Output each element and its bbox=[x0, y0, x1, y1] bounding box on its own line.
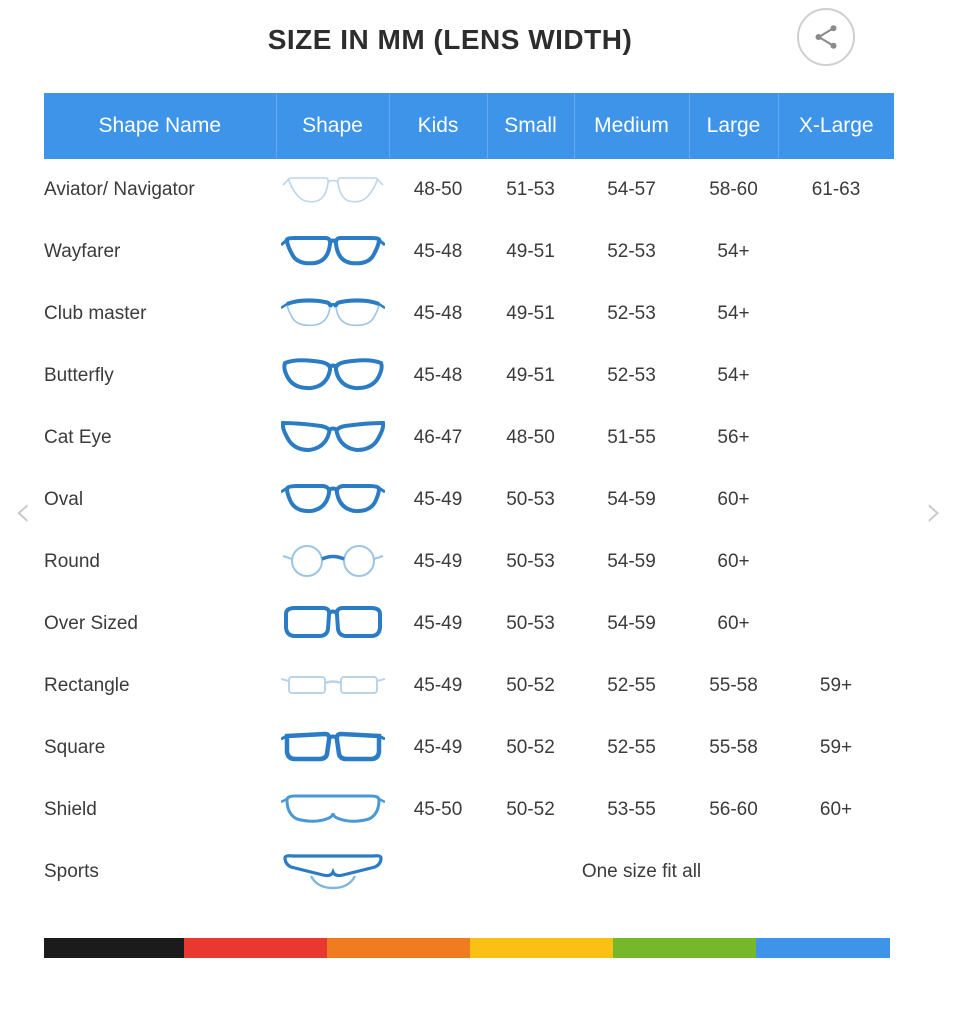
column-header-kids: Kids bbox=[389, 93, 487, 159]
table-row bbox=[44, 841, 894, 903]
shape-name: Wayfarer bbox=[44, 241, 121, 262]
size-kids: 45-48 bbox=[413, 241, 463, 262]
shape-glyph-cell bbox=[276, 469, 389, 531]
size-small: 50-52 bbox=[506, 675, 555, 696]
oval-glasses-icon bbox=[276, 475, 389, 525]
size-small: 50-53 bbox=[506, 489, 555, 510]
color-swatch-orange bbox=[327, 938, 470, 958]
shape-glyph-cell bbox=[276, 159, 389, 221]
color-swatch-green bbox=[613, 938, 756, 958]
table-row bbox=[44, 655, 894, 717]
share-icon bbox=[811, 22, 841, 52]
size-small: 50-53 bbox=[506, 551, 555, 572]
size-xlarge bbox=[778, 407, 894, 469]
shape-glyph-cell bbox=[276, 531, 389, 593]
size-xlarge bbox=[778, 221, 894, 283]
size-kids: 45-49 bbox=[413, 551, 463, 572]
size-small: 50-52 bbox=[506, 737, 555, 758]
size-large: 54+ bbox=[717, 241, 750, 262]
size-medium: 52-53 bbox=[607, 303, 656, 324]
size-kids: 45-50 bbox=[413, 799, 463, 820]
size-kids: 45-49 bbox=[413, 675, 463, 696]
color-swatch-blue bbox=[756, 938, 890, 958]
shape-glyph-cell bbox=[276, 345, 389, 407]
table-row bbox=[44, 283, 894, 345]
size-large: 56+ bbox=[717, 427, 750, 448]
column-header-shape-name: Shape Name bbox=[44, 93, 276, 159]
shape-glyph-cell bbox=[276, 283, 389, 345]
shape-glyph-cell bbox=[276, 221, 389, 283]
column-header-small: Small bbox=[487, 93, 574, 159]
square-glasses-icon bbox=[276, 723, 389, 773]
page-title: SIZE IN MM (LENS WIDTH) bbox=[267, 24, 633, 55]
table-row bbox=[44, 159, 894, 221]
cateye-glasses-icon bbox=[276, 413, 389, 463]
shape-glyph-cell bbox=[276, 407, 389, 469]
shape-name: Club master bbox=[44, 303, 147, 324]
size-xlarge bbox=[778, 469, 894, 531]
size-small: 49-51 bbox=[506, 303, 555, 324]
next-arrow-button[interactable]: › bbox=[925, 486, 943, 537]
size-xlarge: 59+ bbox=[819, 675, 853, 696]
oversized-glasses-icon bbox=[276, 599, 389, 649]
shape-name: Butterfly bbox=[44, 365, 114, 386]
round-glasses-icon bbox=[276, 537, 389, 587]
size-large: 54+ bbox=[717, 303, 750, 324]
one-size-note: One size fit all bbox=[581, 861, 702, 882]
column-header-xlarge: X-Large bbox=[778, 93, 894, 159]
size-small: 50-53 bbox=[506, 613, 555, 634]
shape-name: Over Sized bbox=[44, 613, 138, 634]
size-kids: 45-48 bbox=[413, 365, 463, 386]
lens-width-size-table bbox=[44, 93, 894, 903]
share-button[interactable] bbox=[797, 8, 855, 66]
table-row bbox=[44, 345, 894, 407]
table-row bbox=[44, 469, 894, 531]
size-xlarge bbox=[778, 283, 894, 345]
size-medium: 54-59 bbox=[607, 489, 656, 510]
size-large: 58-60 bbox=[709, 179, 758, 200]
shape-name: Sports bbox=[44, 861, 99, 882]
table-row bbox=[44, 779, 894, 841]
column-header-shape: Shape bbox=[276, 93, 389, 159]
color-swatch-black bbox=[44, 938, 184, 958]
column-header-large: Large bbox=[689, 93, 778, 159]
sports-glasses-icon bbox=[276, 847, 389, 897]
size-kids: 45-49 bbox=[413, 737, 463, 758]
table-row bbox=[44, 593, 894, 655]
size-small: 48-50 bbox=[506, 427, 555, 448]
size-kids: 45-49 bbox=[413, 613, 463, 634]
shape-name: Aviator/ Navigator bbox=[44, 179, 195, 200]
shape-name: Rectangle bbox=[44, 675, 130, 696]
size-small: 51-53 bbox=[506, 179, 555, 200]
size-medium: 52-53 bbox=[607, 365, 656, 386]
shape-glyph-cell bbox=[276, 593, 389, 655]
column-header-medium: Medium bbox=[574, 93, 689, 159]
shape-name: Square bbox=[44, 737, 106, 758]
size-medium: 52-55 bbox=[607, 737, 656, 758]
shape-glyph-cell bbox=[276, 841, 389, 903]
shape-name: Oval bbox=[44, 489, 84, 510]
table-row bbox=[44, 531, 894, 593]
size-kids: 48-50 bbox=[413, 179, 463, 200]
size-large: 55-58 bbox=[709, 675, 758, 696]
color-swatch-red bbox=[184, 938, 327, 958]
size-large: 56-60 bbox=[709, 799, 758, 820]
size-medium: 51-55 bbox=[607, 427, 656, 448]
size-xlarge bbox=[778, 345, 894, 407]
shape-glyph-cell bbox=[276, 655, 389, 717]
color-swatch-yellow bbox=[470, 938, 613, 958]
size-medium: 54-59 bbox=[607, 613, 656, 634]
size-small: 49-51 bbox=[506, 365, 555, 386]
aviator-glasses-icon bbox=[276, 165, 389, 215]
rectangle-glasses-icon bbox=[276, 661, 389, 711]
size-medium: 54-59 bbox=[607, 551, 656, 572]
size-large: 60+ bbox=[717, 489, 750, 510]
table-row bbox=[44, 221, 894, 283]
table-row bbox=[44, 717, 894, 779]
size-medium: 54-57 bbox=[607, 179, 656, 200]
shape-name: Shield bbox=[44, 799, 97, 820]
size-xlarge: 59+ bbox=[819, 737, 853, 758]
butterfly-glasses-icon bbox=[276, 351, 389, 401]
clubmaster-glasses-icon bbox=[276, 289, 389, 339]
shield-glasses-icon bbox=[276, 785, 389, 835]
shape-glyph-cell bbox=[276, 717, 389, 779]
size-medium: 53-55 bbox=[607, 799, 656, 820]
table-row bbox=[44, 407, 894, 469]
size-kids: 45-48 bbox=[413, 303, 463, 324]
size-large: 55-58 bbox=[709, 737, 758, 758]
shape-name: Round bbox=[44, 551, 100, 572]
size-kids: 46-47 bbox=[413, 427, 463, 448]
size-xlarge: 61-63 bbox=[811, 179, 861, 200]
table-header-row bbox=[44, 93, 894, 159]
color-bar bbox=[44, 938, 890, 958]
shape-glyph-cell bbox=[276, 779, 389, 841]
wayfarer-glasses-icon bbox=[276, 227, 389, 277]
size-large: 60+ bbox=[717, 551, 750, 572]
prev-arrow-button[interactable]: ‹ bbox=[14, 486, 32, 537]
size-medium: 52-53 bbox=[607, 241, 656, 262]
size-small: 49-51 bbox=[506, 241, 555, 262]
shape-name: Cat Eye bbox=[44, 427, 112, 448]
size-large: 54+ bbox=[717, 365, 750, 386]
size-kids: 45-49 bbox=[413, 489, 463, 510]
size-xlarge bbox=[778, 593, 894, 655]
size-large: 60+ bbox=[717, 613, 750, 634]
size-medium: 52-55 bbox=[607, 675, 656, 696]
size-xlarge: 60+ bbox=[819, 799, 853, 820]
size-small: 50-52 bbox=[506, 799, 555, 820]
size-xlarge bbox=[778, 531, 894, 593]
